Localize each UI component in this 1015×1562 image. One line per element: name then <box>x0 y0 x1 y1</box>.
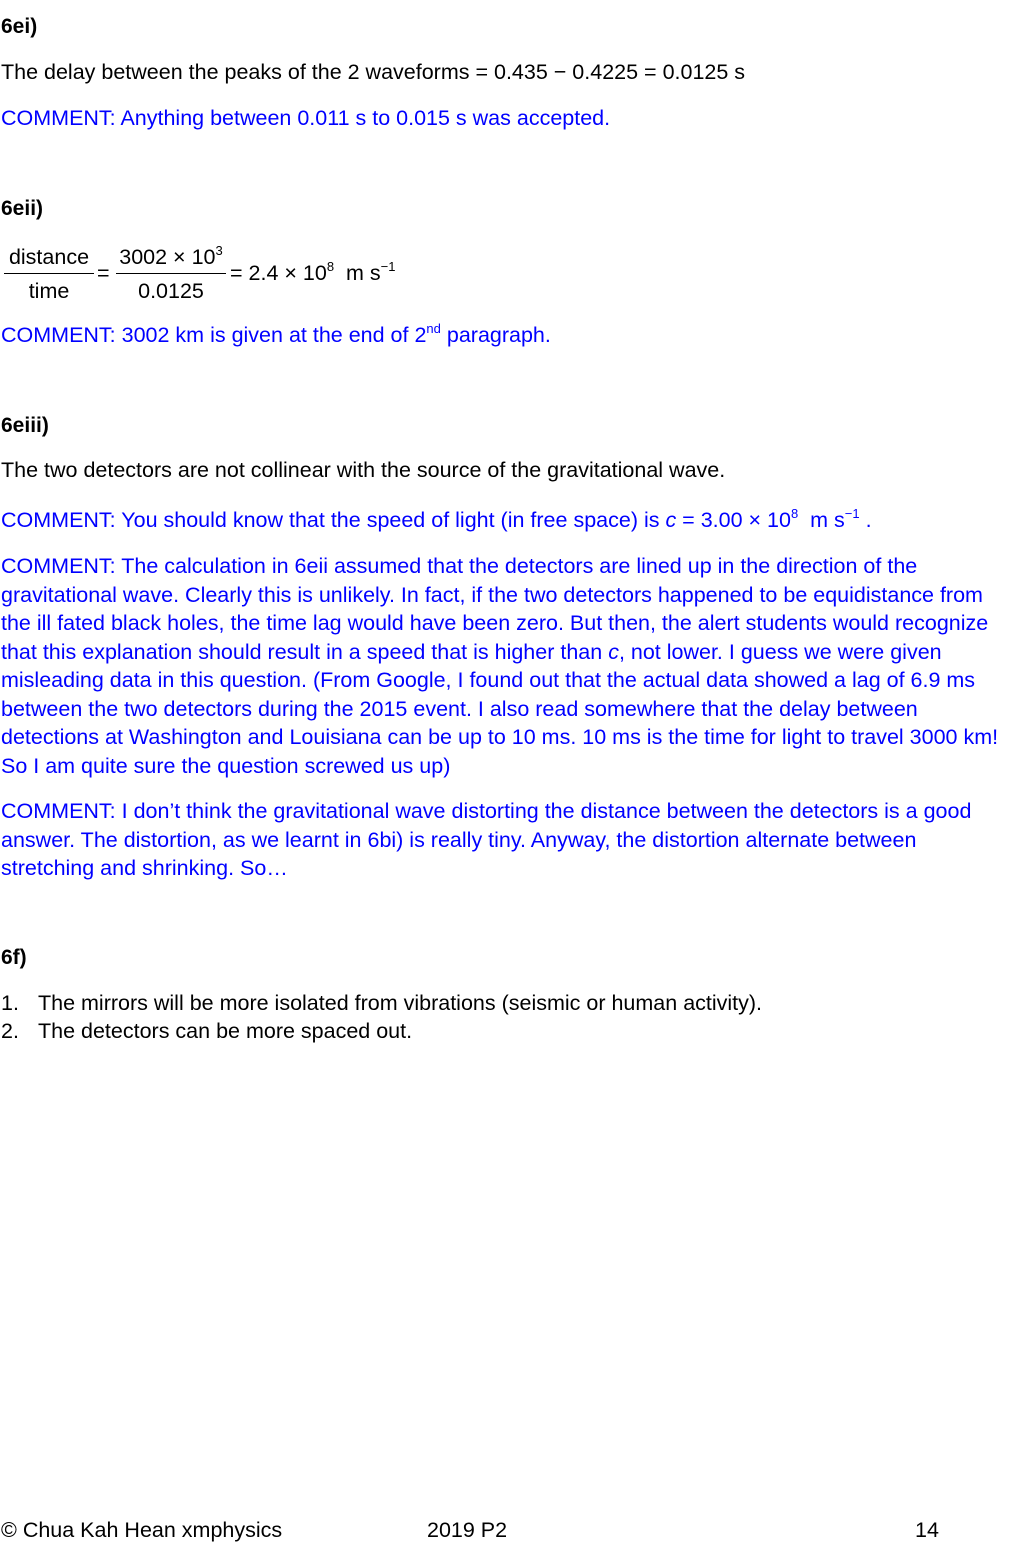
list-item: 1. The mirrors will be more isolated from vibrations (seismic or human activity). <box>1 991 763 1015</box>
footer-paper: 2019 P2 <box>427 1518 508 1542</box>
heading-6eiii: 6eiii) <box>1 414 49 437</box>
fraction-distance-over-time <box>4 243 94 305</box>
comment-6ei: COMMENT: Anything between 0.011 s to 0.015 s was accepted. <box>1 106 611 130</box>
speed-result: = $2.4 \times 10^8$ m $s^{-1}$ <box>230 259 396 285</box>
heading-6eii: 6eii) <box>1 197 44 220</box>
comment-6eiii-speed-of-light: COMMENT: You should know that the speed of light (in free space) is $c = 3.00 \times 10^8$ m $s^{-1}$ . <box>1 506 872 532</box>
fraction-value-denominator: 0.0125 <box>138 278 204 303</box>
fraction-bar <box>4 273 94 274</box>
fraction-value-numerator: $3002 \times 10^3$ <box>119 243 223 269</box>
fraction-denominator: time <box>28 278 70 303</box>
list-item: 2. The detectors can be more spaced out. <box>1 1019 413 1043</box>
footer-page-number: 14 <box>915 1518 939 1542</box>
footer-copyright: © Chua Kah Hean xmphysics <box>1 1518 283 1542</box>
fraction-bar <box>116 273 226 274</box>
fraction-numerator: distance <box>8 245 90 269</box>
heading-6ei: 6ei) <box>1 15 38 38</box>
answer-6ei-text: The delay between the peaks of the 2 waveforms <box>1 60 470 84</box>
fraction-value <box>116 243 226 305</box>
answer-6ei-equation: = 0.435 − 0.4225 = 0.0125 s <box>469 60 746 84</box>
comment-6eii: COMMENT: 3002 km is given at the end of 2nd paragraph. <box>1 321 551 347</box>
equals-sign: = <box>97 261 110 285</box>
comment-6eiii-distortion: COMMENT: I don’t think the gravitational wave distorting the distance between the detectors is a good answer. The distortion, as we learnt in 6bi) is really tiny. Anyway, the distortion alternate between stretching and shrinking. So… <box>1 799 972 880</box>
answer-6ei <box>1 58 745 87</box>
answer-6eiii: The two detectors are not collinear with the source of the gravitational wave. <box>1 458 726 482</box>
comment-6eiii-explanation: COMMENT: The calculation in 6eii assumed that the detectors are lined up in the direction of the gravitational wave. Clearly this is unlikely. In fact, if the two detectors happened to be equidistance from the ill fated black holes, the time lag would have been zero. But then, the alert students would recognize that this explanation should result in a speed that is higher than c, not lower. I guess we were given misleading data in this question. (From Google, I found out that the actual data showed a lag of 6.9 ms between the two detectors during the 2015 event. I also read somewhere that the delay between detections at Washington and Louisiana can be up to 10 ms. 10 ms is the time for light to travel 3000 km! So I am quite sure the question screwed us up) <box>1 554 999 778</box>
heading-6f: 6f) <box>1 946 27 969</box>
